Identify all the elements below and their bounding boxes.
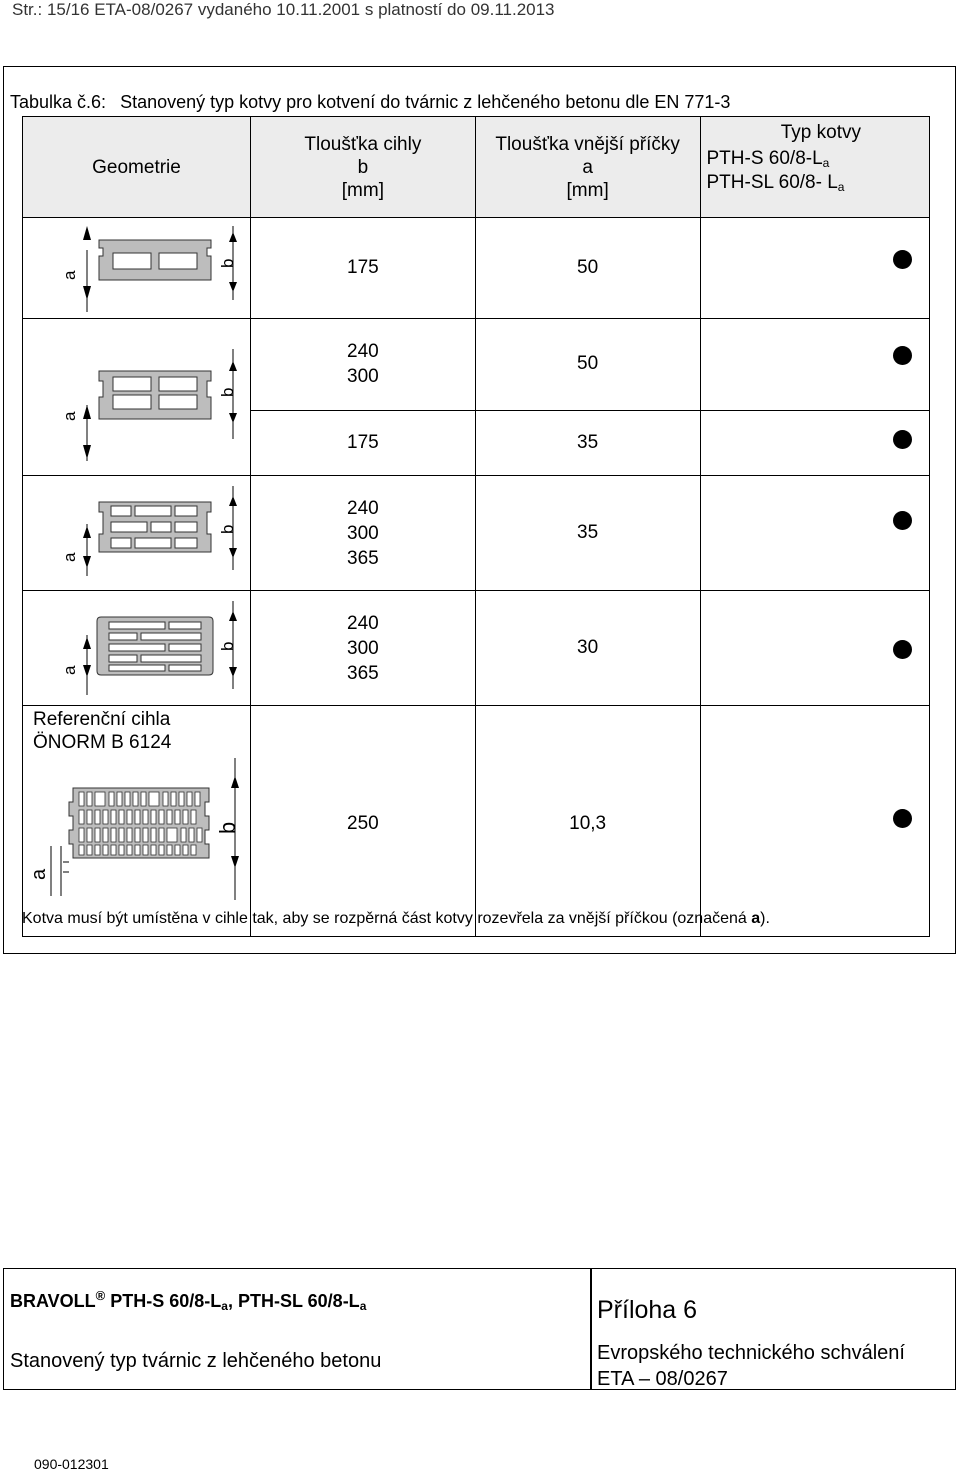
geometry-cell — [23, 218, 251, 319]
approval-reference: Evropského technického schválení ETA – 08/0267 — [597, 1342, 905, 1390]
header-anchor-type-2: PTH-SL 60/8- $L_a$ — [706, 172, 845, 194]
suitable-dot-icon — [893, 640, 912, 659]
label-a: a — [60, 665, 79, 675]
suitable-dot-icon — [893, 511, 912, 530]
table-row — [23, 706, 930, 937]
table-title — [10, 92, 744, 113]
value: 240 — [347, 497, 379, 519]
table-row — [23, 476, 930, 591]
anchor-cell — [700, 476, 930, 591]
brick-thickness-cell — [251, 591, 476, 706]
label-a: a — [60, 411, 79, 421]
value: 300 — [347, 637, 379, 659]
geometry-cell — [23, 591, 251, 706]
label-b: b — [218, 258, 237, 268]
brick-thickness-cell — [251, 319, 476, 411]
value: 365 — [347, 662, 379, 684]
anchor-cell — [700, 319, 930, 411]
product-name: BRAVOLL® PTH-S $60/8-L_a$, PTH-SL $60/8-L_a$ — [10, 1288, 367, 1313]
label-a: a — [28, 868, 50, 880]
anchor-cell — [700, 706, 930, 937]
reference-brick-label: Referenční cihla ÖNORM B 6124 — [33, 709, 172, 753]
footer-subtitle: Stanovený typ tvárnic z lehčeného betonu — [10, 1350, 382, 1372]
geometry-cell — [23, 319, 251, 476]
header-geometry: Geometrie — [23, 117, 251, 218]
value: 240 — [347, 612, 379, 634]
header-brick-thickness — [251, 117, 476, 218]
reference-brick-diagram — [23, 706, 250, 936]
geometry-cell — [23, 706, 251, 937]
brick-thickness-cell: 250 — [251, 706, 476, 937]
label-b: b — [215, 821, 240, 834]
table-row — [23, 218, 930, 319]
label-b: b — [218, 387, 237, 397]
header-outer-wall-line2: a — [582, 156, 593, 178]
label-b: b — [218, 641, 237, 651]
anchor-cell — [700, 410, 930, 475]
outer-wall-cell: 30 — [475, 591, 700, 706]
label-a: a — [60, 552, 79, 562]
header-brick-thickness-line1: Tloušťka cihly — [304, 133, 422, 155]
suitable-dot-icon — [893, 809, 912, 828]
header-outer-wall-line1: Tloušťka vnější příčky — [495, 133, 680, 155]
value: 365 — [347, 547, 379, 569]
anchor-table — [22, 116, 930, 937]
header-anchor-type — [700, 117, 930, 218]
outer-wall-cell: 35 — [475, 410, 700, 475]
document-number: 090-012301 — [34, 1456, 109, 1472]
header-brick-thickness-line2: b — [357, 156, 369, 178]
table-header-row — [23, 117, 930, 218]
header-outer-wall — [475, 117, 700, 218]
anchor-cell — [700, 218, 930, 319]
header-anchor-type-title: Typ kotvy — [780, 122, 861, 143]
outer-wall-cell: 50 — [475, 319, 700, 411]
geometry-cell — [23, 476, 251, 591]
installation-note: Kotva musí být umístěna v cihle tak, aby se rozpěrná část kotvy rozevřela za vnější příčkou (označená a). — [22, 910, 770, 927]
table-number: Tabulka č.6: — [10, 92, 107, 112]
block-diagram-1 — [23, 218, 250, 312]
table-caption: Stanovený typ kotvy pro kotvení do tvárnic z lehčeného betonu dle EN 771-3 — [120, 92, 731, 112]
block-diagram-4 — [23, 591, 250, 699]
block-diagram-2 — [23, 319, 250, 469]
label-a: a — [60, 270, 79, 280]
brick-thickness-cell — [251, 476, 476, 591]
block-diagram-3 — [23, 476, 250, 584]
value: 300 — [347, 366, 379, 388]
value: 240 — [347, 341, 379, 363]
suitable-dot-icon — [893, 430, 912, 449]
suitable-dot-icon — [893, 250, 912, 269]
label-b: b — [218, 524, 237, 534]
annex-number: Příloha 6 — [597, 1296, 698, 1324]
header-outer-wall-line3: [mm] — [566, 179, 609, 201]
brick-thickness-cell: 175 — [251, 218, 476, 319]
brick-thickness-cell: 175 — [251, 410, 476, 475]
header-anchor-type-1: PTH-S $60/8-L_a$ — [706, 148, 830, 170]
table-row — [23, 319, 930, 411]
anchor-cell — [700, 591, 930, 706]
table-row — [23, 591, 930, 706]
header-brick-thickness-line3: [mm] — [341, 179, 384, 201]
suitable-dot-icon — [893, 346, 912, 365]
page-header: Str.: 15/16 ETA-08/0267 vydaného 10.11.2001 s platností do 09.11.2013 — [12, 0, 555, 19]
outer-wall-cell: 35 — [475, 476, 700, 591]
value: 300 — [347, 522, 379, 544]
outer-wall-cell: 10,3 — [475, 706, 700, 937]
outer-wall-cell: 50 — [475, 218, 700, 319]
